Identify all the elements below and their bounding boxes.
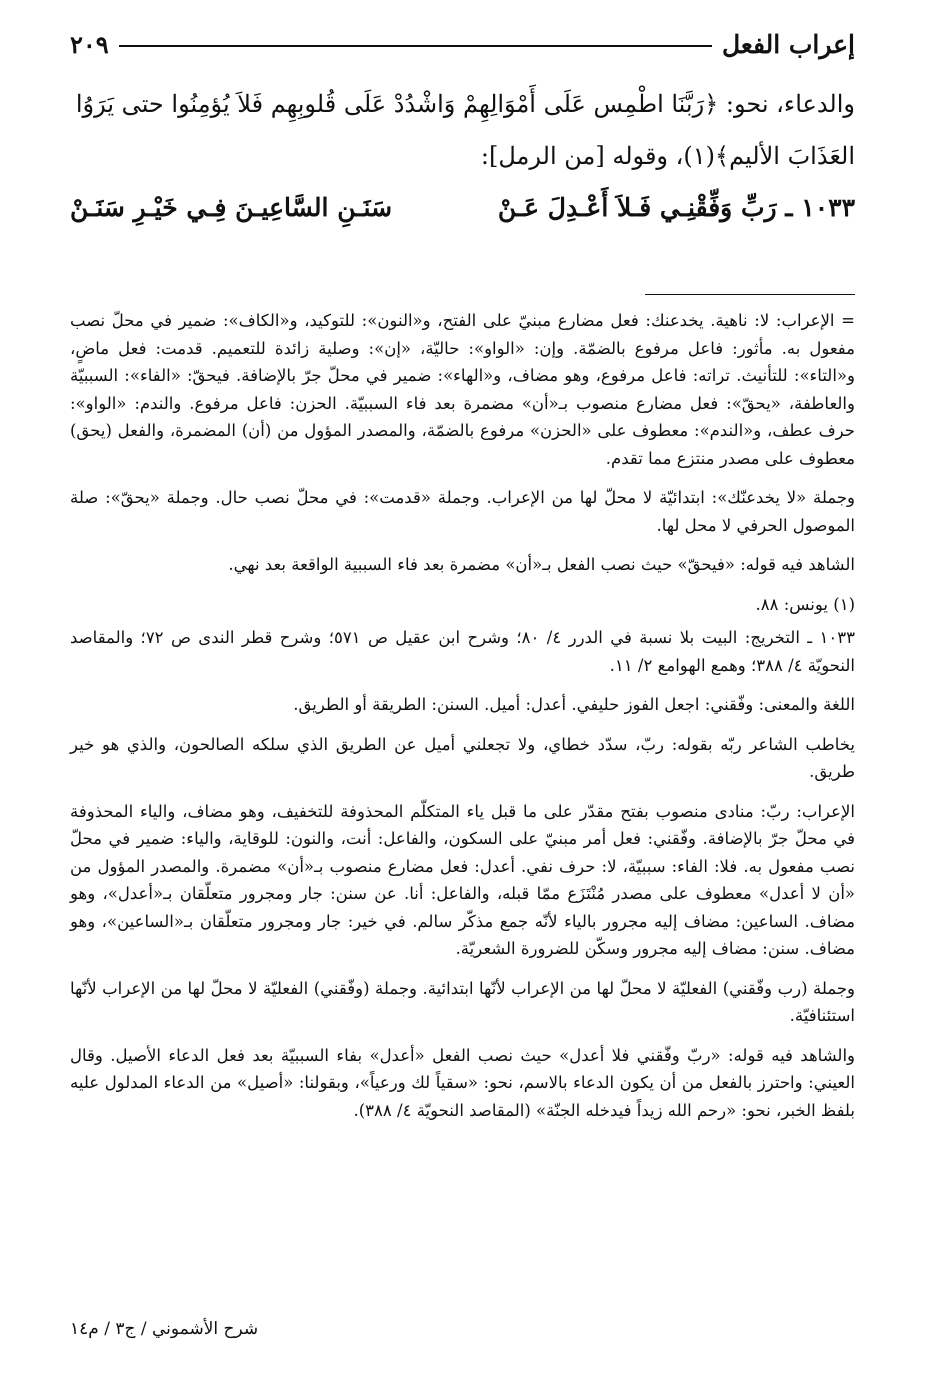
verse-1033 — [70, 184, 855, 232]
note-shahid-prev: الشاهد فيه قوله: «فيحقّ» حيث نصب الفعل بـ«أن» مضمرة بعد فاء السببية الواقعة بعد نهي. — [228, 555, 855, 574]
note-shahid: والشاهد فيه قوله: «ربّ وفّقني فلا أعدل» حيث نصب الفعل «أعدل» بفاء السببيّة بعد فعل الدعاء الأصيل. وقال العيني: واحترز بالفعل من أن يكون الدعاء بالاسم، نحو: «سقياً لك ورعياً»، وبقولنا: «أصيل» من الدعاء المدلول عليه بلفظ الخبر، نحو: «رحم الله زيداً فيدخله الجنّة» (المقاصد النحويّة ٤/ ٣٨٨). — [70, 1045, 855, 1120]
main-line-2: العَذَابَ الأليم﴾(١)، وقوله [من الرمل]: — [480, 142, 855, 170]
note-sentences: وجملة «لا يخدعنّك»: ابتدائيّة لا محلّ لها من الإعراب. وجملة «قدمت»: في محلّ نصب حال. وجملة «يحقّ»: صلة الموصول الحرفي لا محل لها. — [70, 488, 855, 535]
running-title: إعراب الفعل — [721, 29, 855, 59]
header-rule — [119, 45, 712, 47]
note-irab: الإعراب: ربّ: منادى منصوب بفتح مقدّر على ما قبل ياء المتكلّم المحذوفة للتخفيف، وهو مضاف، والياء المحذوفة في محلّ جرّ بالإضافة. وفّقني: فعل أمر مبنيّ على السكون، والفاعل: أنت، والنون: للوقاية، والياء: ضمير في محلّ نصب مفعول به. فلا: الفاء: سببيّة، لا: حرف نفي. أعدل: فعل مضارع منصوب بـ«أن» مضمرة. والمصدر المؤول من «أن لا أعدل» معطوف على مصدر مُنْتَزَع ممّا قبله، والفاعل: أنا. عن سنن: جار ومجرور متعلّقان بـ«أعدل»، وهو مضاف. الساعين: مضاف إليه مجرور بالياء لأنّه جمع مذكّر سالم. في خير: جار ومجرور متعلّقان بـ«الساعين»، وهو مضاف. سنن: مضاف إليه مجرور وسكّن للضرورة الشعريّة. — [70, 801, 855, 958]
verse-first-hemistich: ١٠٣٣ ـ رَبِّ وَفِّقْنِـي فَـلاَ أَعْـدِلَ عَـنْ — [497, 193, 855, 222]
verse-second-hemistich: سَنَـنِ السَّاعِيـنَ فِـي خَيْـرِ سَنَـنْ — [70, 193, 393, 222]
footnote-separator — [645, 294, 855, 295]
footnotes — [70, 307, 855, 1124]
page-number: ٢٠٩ — [70, 29, 109, 59]
note-meaning: يخاطب الشاعر ربّه بقوله: ربّ، سدّد خطاي، ولا تجعلني أميل عن الطريق الذي سلكه الصالحون، والذي هو خير طريق. — [70, 734, 855, 781]
page-header — [70, 24, 855, 64]
note-jumla: وجملة (رب وفّقني) الفعليّة لا محلّ لها من الإعراب لأنّها ابتدائية. وجملة (وفّقني) الفعليّة لا محلّ لها من الإعراب لأنّها استئنافيّة. — [70, 978, 855, 1025]
page-footer: شرح الأشموني / ج٣ / م١٤ — [70, 1319, 259, 1339]
main-text — [70, 78, 855, 232]
note-lugha: اللغة والمعنى: وفّقني: اجعل الفوز حليفي. أعدل: أميل. السنن: الطريقة أو الطريق. — [293, 695, 855, 714]
main-line-1: والدعاء، نحو: ﴿رَبَّنَا اطْمِس عَلَى أَمْوَالِهِمْ وَاشْدُدْ عَلَى قُلوبِهِم فَلاَ يُؤمِنُوا حتى يَرَوُا — [75, 90, 855, 118]
note-irab-continued: = الإعراب: لا: ناهية. يخدعنك: فعل مضارع مبنيّ على الفتح، و«النون»: للتوكيد، و«الكاف»: ضمير في محلّ نصب مفعول به. مأثور: فاعل مرفوع بالضمّة. وإن: «الواو»: حاليّة، «إن»: وصلية زائدة للتعميم. قدمت: فعل ماضٍ، و«التاء»: للتأنيث. تراته: فاعل مرفوع، وهو مضاف، و«الهاء»: ضمير في محلّ جرّ بالإضافة. فيحقّ: «الفاء»: السببيّة والعاطفة، «يحقّ»: فعل مضارع منصوب بـ«أن» مضمرة بعد فاء السببيّة. الحزن: فاعل مرفوع. والندم: «الواو»: حرف عطف، و«الندم»: معطوف على «الحزن» مرفوع بالضمّة، والمصدر المؤول من (أن) المضمرة، والفعل (يحق) معطوف على مصدر منتزع مما تقدم. — [70, 311, 855, 468]
footnote-1: (١) يونس: ٨٨. — [755, 594, 855, 614]
note-takhrij: ١٠٣٣ ـ التخريج: البيت بلا نسبة في الدرر ٤/ ٨٠؛ وشرح ابن عقيل ص ٥٧١؛ وشرح قطر الندى ص ٧٢؛ والمقاصد النحويّة ٤/ ٣٨٨؛ وهمع الهوامع ٢/ ١١. — [70, 628, 855, 675]
